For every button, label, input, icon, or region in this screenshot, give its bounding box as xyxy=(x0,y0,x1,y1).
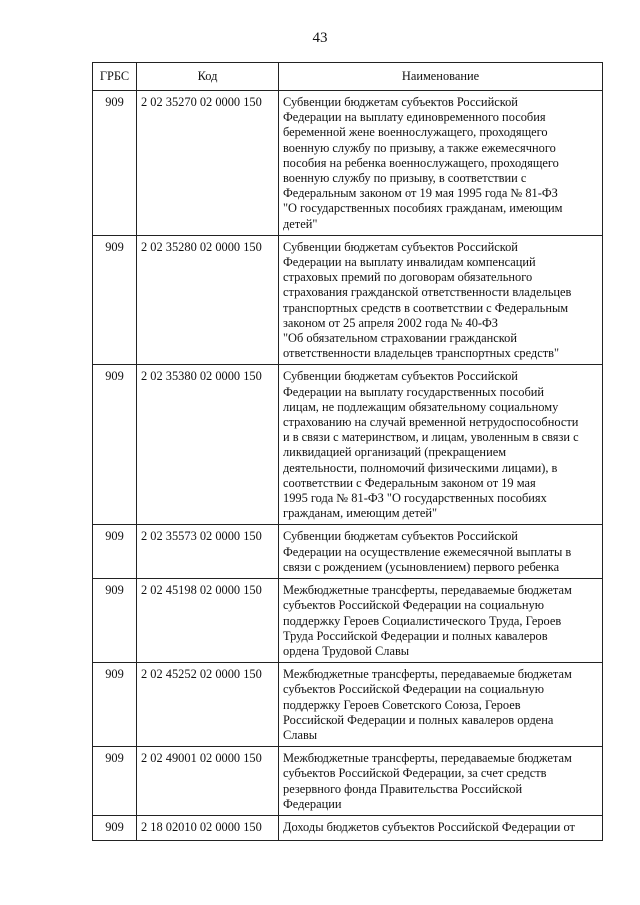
code-cell: 2 02 35280 02 0000 150 xyxy=(137,235,279,365)
grbs-cell: 909 xyxy=(93,235,137,365)
table-row xyxy=(93,815,603,840)
grbs-cell: 909 xyxy=(93,815,137,840)
grbs-cell: 909 xyxy=(93,91,137,236)
code-cell: 2 02 45198 02 0000 150 xyxy=(137,579,279,663)
table-row xyxy=(93,365,603,525)
name-cell: Субвенции бюджетам субъектов Российской Федерации на осуществление ежемесячной выплаты в связи с рождением (усыновлением) первого ребенка xyxy=(279,525,603,579)
table-row xyxy=(93,747,603,816)
grbs-cell: 909 xyxy=(93,579,137,663)
table-row xyxy=(93,235,603,365)
header-code: Код xyxy=(137,63,279,91)
page-number: 43 xyxy=(312,30,328,46)
code-cell: 2 02 45252 02 0000 150 xyxy=(137,663,279,747)
table-header-row xyxy=(93,63,603,91)
table-row xyxy=(93,579,603,663)
table-row xyxy=(93,525,603,579)
name-cell: Межбюджетные трансферты, передаваемые бюджетам субъектов Российской Федерации на социальную поддержку Героев Советского Союза, Героев Российской Федерации и полных кавалеров ордена Славы xyxy=(279,663,603,747)
grbs-cell: 909 xyxy=(93,747,137,816)
name-cell: Субвенции бюджетам субъектов Российской Федерации на выплату инвалидам компенсаций страховых премий по договорам обязательного страхования гражданской ответственности владельцев транспортных средств в соответствии с Федеральным законом от 25 апреля 2002 года № 40-ФЗ "Об обязательном страховании гражданской ответственности владельцев транспортных средств" xyxy=(279,235,603,365)
name-cell: Межбюджетные трансферты, передаваемые бюджетам субъектов Российской Федерации на социальную поддержку Героев Социалистического Труда, Героев Труда Российской Федерации и полных кавалеров ордена Трудовой Славы xyxy=(279,579,603,663)
code-cell: 2 02 35380 02 0000 150 xyxy=(137,365,279,525)
name-cell: Доходы бюджетов субъектов Российской Федерации от xyxy=(279,815,603,840)
table-row xyxy=(93,663,603,747)
grbs-cell: 909 xyxy=(93,365,137,525)
table-row xyxy=(93,91,603,236)
name-cell: Субвенции бюджетам субъектов Российской Федерации на выплату государственных пособий лицам, не подлежащим обязательному социальному страхованию на случай временной нетрудоспособности и в связи с материнством, и лицам, уволенным в связи с ликвидацией организаций (прекращением деятельности, полномочий физическими лицами), в соответствии с Федеральным законом от 19 мая 1995 года № 81-ФЗ "О государственных пособиях гражданам, имеющим детей" xyxy=(279,365,603,525)
code-cell: 2 02 49001 02 0000 150 xyxy=(137,747,279,816)
header-grbs: ГРБС xyxy=(93,63,137,91)
name-cell: Субвенции бюджетам субъектов Российской Федерации на выплату единовременного пособия беременной жене военнослужащего, проходящего военную службу по призыву, а также ежемесячного пособия на ребенка военнослужащего, проходящего военную службу по призыву, в соответствии с Федеральным законом от 19 мая 1995 года № 81-ФЗ "О государственных пособиях гражданам, имеющим детей" xyxy=(279,91,603,236)
name-cell: Межбюджетные трансферты, передаваемые бюджетам субъектов Российской Федерации, за счет средств резервного фонда Правительства Российской Федерации xyxy=(279,747,603,816)
grbs-cell: 909 xyxy=(93,663,137,747)
header-name: Наименование xyxy=(279,63,603,91)
code-cell: 2 02 35573 02 0000 150 xyxy=(137,525,279,579)
budget-codes-table xyxy=(92,62,603,841)
grbs-cell: 909 xyxy=(93,525,137,579)
code-cell: 2 02 35270 02 0000 150 xyxy=(137,91,279,236)
code-cell: 2 18 02010 02 0000 150 xyxy=(137,815,279,840)
